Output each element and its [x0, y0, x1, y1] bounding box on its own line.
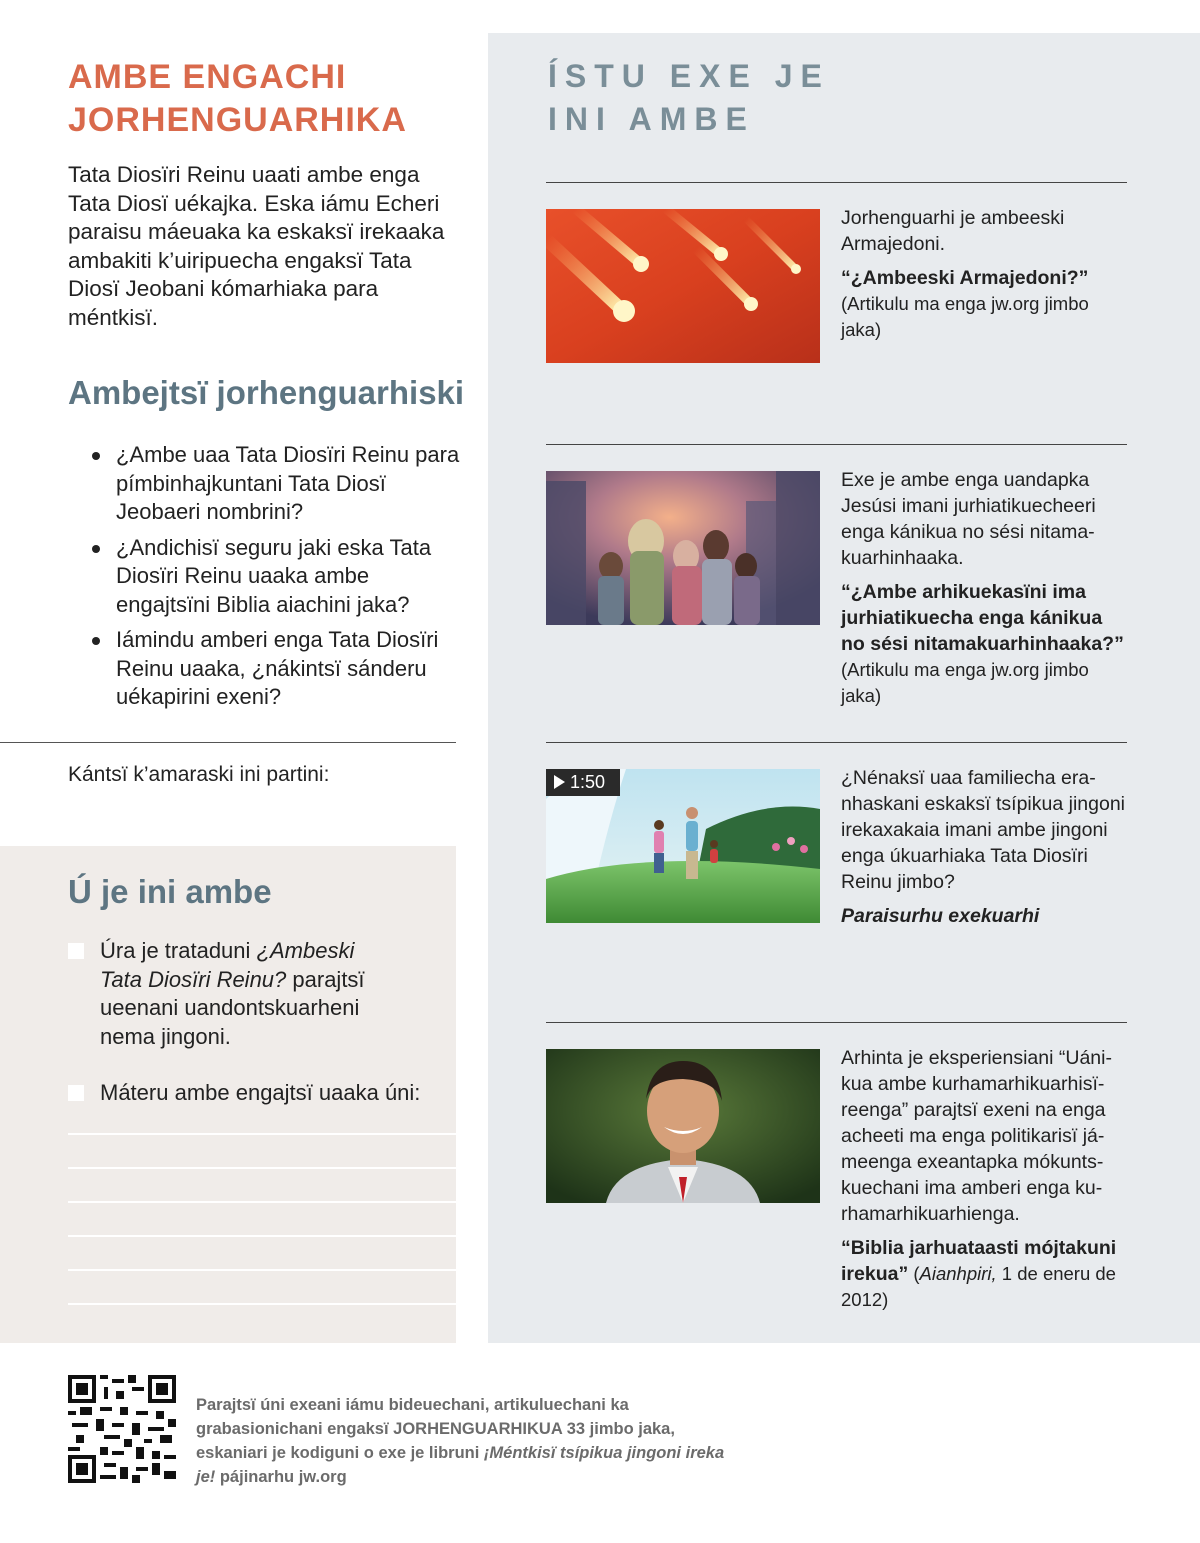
- writing-line: [68, 1269, 456, 1271]
- question-item: ¿Ambe uaa Tata Diosïri Reinu para pímbinhajkuntani Tata Diosï Jeobaeri nombrini?: [90, 441, 462, 527]
- question-item: Iámindu amberi enga Tata Diosïri Reinu uaaka, ¿nákintsï sánderu uékapirini exeni?: [90, 626, 462, 712]
- next-meeting-label: Kántsï k’amaraski ini partini:: [68, 763, 330, 786]
- article-link[interactable]: “¿Ambeeski Armajedoni?”: [841, 267, 1089, 289]
- checkbox[interactable]: [68, 943, 84, 959]
- checklist-heading: Ú je ini ambe: [68, 873, 272, 910]
- video-thumbnail[interactable]: [546, 769, 820, 923]
- divider: [546, 742, 1127, 743]
- checklist-box: Ú je ini ambe Úra je trataduni ¿Ambeski Tata Diosïri Reinu? parajtsï ueenani uandontskuarheni nema jingoni. Máteru ambe engajtsï uaaka úni:: [0, 846, 456, 1343]
- qr-code[interactable]: [68, 1375, 176, 1483]
- related-resources-panel: [488, 33, 1200, 1343]
- video-link[interactable]: Paraisurhu exekuarhi: [841, 905, 1040, 927]
- footer-note: Parajtsï úni exeani iámu bideuechani, artikuluechani ka grabasionichani engaksï JORHENGUARHIKUA 33 jimbo jaka, eskaniari je kodiguni o exe je libruni ¡Méntkisï tsípikua jingoni ireka je! pájinarhu jw.org: [196, 1396, 725, 1486]
- article-link[interactable]: “Biblia jarhuataasti mójtakuni irekua”: [841, 1237, 1117, 1285]
- resources-heading: ÍSTU EXE JE INI AMBE: [548, 58, 830, 137]
- left-column: [0, 0, 488, 846]
- writing-line: [68, 1133, 456, 1135]
- divider: [546, 1022, 1127, 1023]
- family-disaster-image[interactable]: [546, 471, 820, 625]
- divider: [0, 742, 456, 743]
- question-item: ¿Andichisï seguru jaki eska Tata Diosïri Reinu uaaka ambe engajtsïni Biblia aiachini jaka?: [90, 534, 462, 620]
- questions-list: [90, 441, 462, 719]
- divider: [546, 444, 1127, 445]
- play-icon: [554, 775, 565, 789]
- resource-item: Exe je ambe enga uandapka Jesúsi imani jurhiatikuecheeri enga kánikua no sési nitamakuarhinhaaka. “¿Ambe arhikuekasïni ima jurhiatikuecha enga kánikua no sési nitamakuarhinhaaka?” (Artikulu ma enga jw.org jimbo jaka): [841, 467, 1131, 709]
- video-duration-badge: 1:50: [546, 769, 620, 796]
- resource-item: Jorhenguarhi je ambeeski Armajedoni. “¿Ambeeski Armajedoni?” (Artikulu ma enga jw.org jimbo jaka): [841, 205, 1131, 343]
- intro-paragraph: Tata Diosïri Reinu uaati ambe enga Tata Diosï uékajka. Eska iámu Echeri paraisu máeuaka ka eskaksï irekaaka ambakiti k’uiripuecha engaksï Tata Diosï Jeobani kómarhiaka para méntkisï.: [68, 162, 445, 330]
- divider: [546, 182, 1127, 183]
- bullet-icon: [92, 545, 100, 553]
- writing-line: [68, 1303, 456, 1305]
- resource-item: ¿Nénaksï uaa familiecha eranhaskani eskaksï tsípikua jingoni irekaxakaia imani ambe jingoni enga úkuarhiaka Tata Diosïri Reinu jimbo? Paraisurhu exekuarhi: [841, 765, 1131, 929]
- questions-heading: Ambejtsï jorhenguarhiski: [68, 374, 465, 411]
- writing-line: [68, 1235, 456, 1237]
- page-title: AMBE ENGACHI JORHENGUARHIKA: [68, 58, 407, 139]
- man-portrait-image[interactable]: [546, 1049, 820, 1203]
- resource-item: Arhinta je eksperiensiani “Uánikua ambe kurhamarhikuarhisïreenga” parajtsï exeni na enga acheeti ma enga politikarisï jámeenga exeantapka mókuntskuechani ima amberi enga kurhamarhikuarhienga. “Biblia jarhuataasti mójtakuni irekua” (Aianhpiri, 1 de eneru de 2012): [841, 1047, 1117, 1310]
- writing-line: [68, 1201, 456, 1203]
- writing-line: [68, 1167, 456, 1169]
- bullet-icon: [92, 637, 100, 645]
- meteors-image[interactable]: [546, 209, 820, 363]
- bullet-icon: [92, 452, 100, 460]
- checkbox[interactable]: [68, 1085, 84, 1101]
- article-link[interactable]: “¿Ambe arhikuekasïni ima jurhiatikuecha enga kánikua no sési nitamakuarhinhaaka?”: [841, 581, 1124, 655]
